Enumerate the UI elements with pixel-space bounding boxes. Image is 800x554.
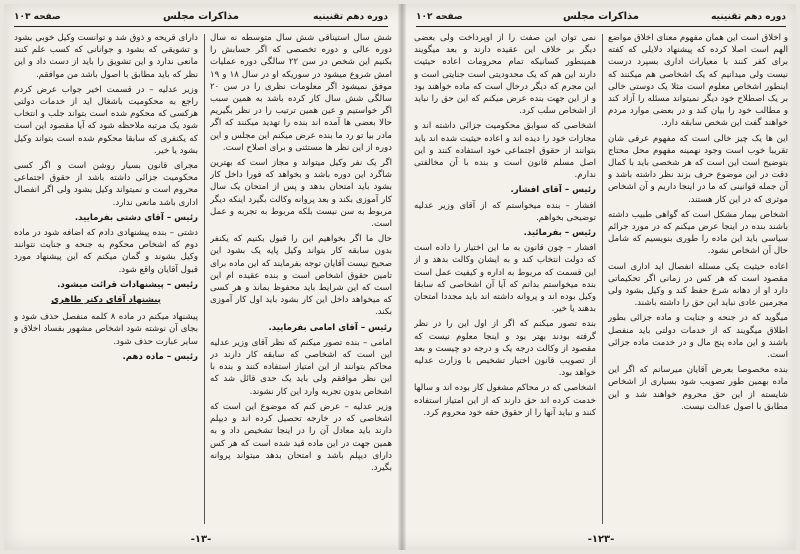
speaker-line: رئیس – آقای دشتی بفرمایید. (74, 212, 198, 223)
paragraph: پیشنهاد میکنم در ماده ۸ کلمه منفصل حذف شود و بجای آن نوشته شود اشخاص مشهور بفساد اخلاق و سایر عبارت حذف شود. (14, 312, 198, 347)
paragraph: وزیر عدلیه – در قسمت اخیر جواب عرض کردم راجع به محکومیت باشغال اید از خدمات دولتی هرکسی که محکوم شده است بتواند جلب و انتخاب شود یک مرتبه ملاحظه شود که آیا مقصود این است که یکنفری که سابقا محکوم شده است بتواند وکیل بشود یا خیر. (14, 84, 198, 156)
column-divider (602, 34, 603, 524)
text-column-left (414, 32, 596, 528)
paragraph: اشخاص بیمار مشکل است که گواهی طبیب داشته باشند بنده در اینجا عرض میکنم که در مورد جرائم سیاسی باید این ماده را طوری بنویسیم که شامل حال آن اشخاص نشود. (608, 209, 788, 257)
paragraph: این ها یک چیز خالی است که مفهوم عرفی شان تقریبا خوب است وجود نهمینه مفهوم محل محتاج بتوضیح است این است که هر شخصی باید با کمال دقت در این موضوع حرف بزند نظر داشته باشد و آن جمله قوانینی که ما در اینجا داریم و آن اشخاص موثری که در این کار هستند. (608, 133, 788, 205)
speaker-line: رئیس – ماده دهم. (122, 351, 198, 362)
paragraph: و اخلاق است این همان مفهوم معنای اخلاق مواضع الهم است اصلا کرده که پیشنهاد دلایلی که کفته برای کفر کنند با معیارات اداری بسپرد درست نیست ولی میدانیم که یک اشخاصی هم میکنند که اینطور اشخاص معلوم است مثلا یک دوستی خالی بر یک اصطلاح خود دیگر نمیتواند مسئله را آزاد کند و مطالب خود را بیان کند و در بعضی موارد مردم خواهند گفت این شخص سابقه دارد. (608, 33, 788, 129)
paragraph: حال ما اگر بخواهیم این را قبول بکنیم که یکنفر بدون سابقه کار بتواند وکیل پایه یک بشود این صحیح نیست آقایان توجه بفرمایند که این ماده برای تامین حقوق اشخاص است و بنده عقیده ام این است که این شرایط باید محفوظ بماند و هر کسی که میخواهد داخل این کار بشود باید اول کار آموزی بکند. (210, 234, 392, 318)
paragraph: دارای قریحه و ذوق شد و توانست وکیل خوبی بشود و تشویقی که بشود و جوانانی که کسب علم کنند مانعی ندارد و این تشویق را باید از دست داد و این نظر که باید مطابق با اصول باشد من موافقم. (14, 33, 198, 80)
page-header (14, 10, 388, 26)
speaker-line: رئیس – پیشنهادات قرائت میشود. (57, 279, 198, 290)
folio-number: -۱۲۳- (587, 534, 615, 545)
running-title: مذاکرات مجلس (162, 11, 240, 22)
speaker-line: رئیس – آقای امامی بفرمایید. (268, 322, 392, 333)
paragraph: شش سال استیناقی شش سال متوسطه نه سال دوره عالی و دوره تخصصی که اگر حسابش را بکنیم این شخص در سن ۲۲ سالگی دوره عملیات امش شروع میشود در سوریکه او در سال ۱۸ و ۱۹ موفق نمیشود اگر معلومات نظری را در سن ۲۰ سالگی شش سال کار کرده باشد به همین سبب اگر خواستیم و عین همین ترتیب را در نظر بگیریم حالا بعضی ها آمده اند بنده را تهدید میکنند که اگر مادر بیا تو رد ما بنده عرض میکنم این مجلس و این دوره از این نظر ها مستثنی و برای اصلاح است. (210, 33, 392, 153)
text-column-left (14, 32, 198, 528)
proposal-heading: پیشنهاد آقای دکتر طاهری (51, 295, 161, 306)
paragraph: اگر یک نفر وکیل میتواند و مجاز است که بهترین شاگرد این دوره باشد و بخواهد که فورا داخل کار بشود باید امتحان بدهد و پس از امتحان یک سال کار آموزی بکند و بعد پروانه وکالت بگیرد اینکه دیگر مربوط به سن نیست بلکه مربوط به تجربه و عمل است. (210, 158, 392, 230)
paragraph: اشخاصی که در محاکم مشغول کار بوده اند و سالها خدمت کرده اند حق دارند که از این امتیاز استفاده کنند و نباید آنها را از حقوق حقه خود محروم کرد. (414, 383, 596, 418)
speaker-line: رئیس – آقای افشار. (510, 185, 596, 196)
folio-number: -۱۳- (190, 534, 212, 545)
page-number: صفحه ۱۰۲ (416, 12, 463, 22)
page-number: صفحه ۱۰۳ (14, 12, 61, 22)
header-rule (14, 26, 388, 27)
paragraph: وزیر عدلیه – عرض کنم که موضوع این است که اشخاصی که در خارجه تحصیل کرده اند و دیپلم دارند باید معادل آن را در اینجا تشخیص داد و به همین جهت در این ماده قید شده است که هر کس دارای دیپلم باشد و امتحان بدهد میتواند پروانه بگیرد. (210, 401, 392, 473)
session-label: دوره دهم تقنینیه (313, 12, 388, 22)
paragraph: میگوید که در جنحه و جنایت و ماده جزائی بطور اطلاق میگویند که از خدمات دولتی باید منفصل باشند و این ماده پنج مال و در خدمت ماده جزائی است. (608, 313, 788, 361)
paragraph: مجرای قانون بسیار روشن است و اگر کسی محکومیت جزائی داشته باشد از حقوق اجتماعی محروم است و نمیتواند وکیل بشود ولی اگر انفصال اداری باشد مانعی ندارد. (14, 161, 198, 208)
text-column-right (210, 32, 392, 528)
book-spread (4, 4, 796, 550)
paragraph: افشار – چون قانون به ما این اختیار را داده است که دولت انتخاب کند و به ایشان وکالت بدهد و از این قسمت که مربوط به اداره و کیفیت عمل است بنده میخواستم بدانم که آیا آن اشخاصی که سابقا وکیل بوده اند و پروانه داشته اند باید مجددا امتحان بدهند یا خیر. (414, 243, 596, 315)
left-page (4, 4, 398, 550)
running-title: مذاکرات مجلس (562, 11, 640, 22)
paragraph: اعاده حیثیت یکی مسئله انفصال اید اداری است مقصود است که هر کس در زمانی اگر تحکیماتی دارد او از دهانه شرع حفظ کند و وکیل بشود ولی مجرمین عادی نباید این حق را داشته باشند. (608, 261, 788, 309)
paragraph: بنده مخصوصا بعرض آقایان میرسانم که اگر این ماده بهمین طور تصویب شود بسیاری از اشخاص شایسته از این حق محروم خواهند شد و این مطابق با اصول عدالت نیست. (608, 365, 788, 412)
paragraph: امامی – بنده تصور میکنم که نظر آقای وزیر عدلیه این است که اشخاصی که سابقه کار دارند در محاکم بتوانند از این امتیاز استفاده کنند و بنده با این نظر موافقم ولی باید یک حدی قائل شد که اشخاص بدون تجربه وارد این کار نشوند. (210, 337, 392, 397)
paragraph: افشار – بنده میخواستم که از آقای وزیر عدلیه توضیحی بخواهم. (414, 200, 596, 223)
header-rule (416, 26, 786, 27)
paragraph: نمی توان این صفت را از اوپرداخت ولی بعضی دیگر بر خلاف این عقیده دارند و بعد میگویند همینطور کسانیکه تمام محرومات اعاده حیثیت دارند این هم که یک محدودیتی است جنایتی است و این مجرم که دیگر درحال است که ماده خواهند بود و از این جهت بنده عرض میکنم که این حق را نباید از اشخاص سلب کرد. (414, 33, 596, 117)
speaker-line: رئیس – بفرمائید. (523, 228, 596, 239)
paragraph: دشتی – بنده پیشنهادی دادم که اضافه شود در ماده دوم که اشخاص محکوم به جنحه و جنایت نتوانند وکیل بشوند و گمان میکنم که این پیشنهاد مورد قبول آقایان واقع شود. (14, 228, 198, 275)
paragraph: بنده تصور میکنم که اگر از اول این را در نظر گرفته بودند بهتر بود و اینجا معلوم نیست که مقصود از وکالت درجه یک و درجه دو چیست و بعد از تصویب قانون اختیار تشخیص با وزارت عدلیه خواهد بود. (414, 319, 596, 379)
text-column-right (608, 32, 788, 528)
right-page (406, 4, 796, 550)
paragraph: اشخاصی که سوابق محکومیت جزائی داشته اند و مجازات خود را دیده اند و اعاده حیثیت شده اند باید بتوانند از حقوق اجتماعی خود استفاده کنند و این اصل مسلم قانون است و بنده با آن مخالفتی ندارم. (414, 121, 596, 181)
book-gutter (398, 4, 406, 550)
session-label: دوره دهم تقنینیه (711, 12, 786, 22)
page-header (416, 10, 786, 26)
column-divider (204, 34, 205, 524)
